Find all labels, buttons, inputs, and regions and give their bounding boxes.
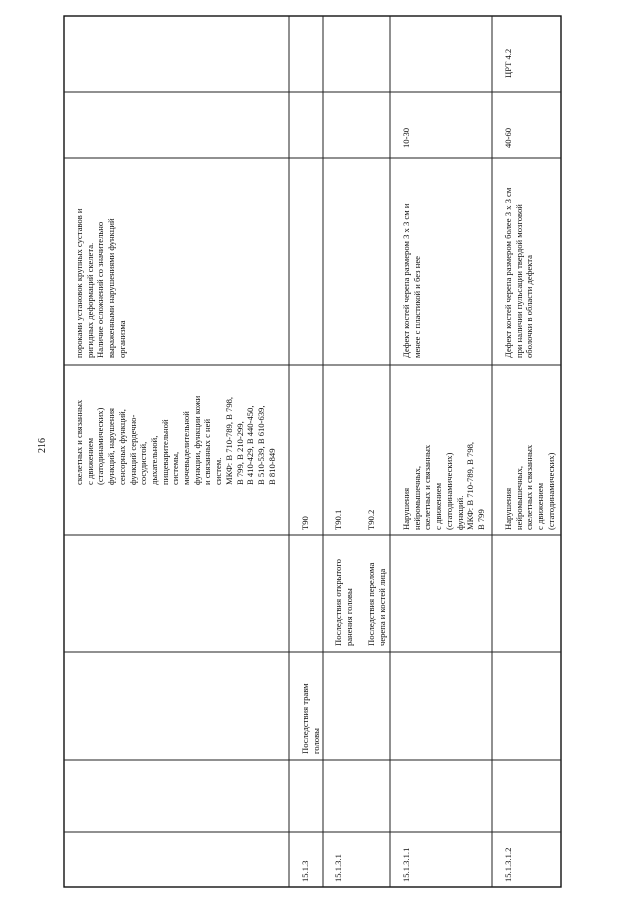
- page-number: 216: [37, 438, 48, 453]
